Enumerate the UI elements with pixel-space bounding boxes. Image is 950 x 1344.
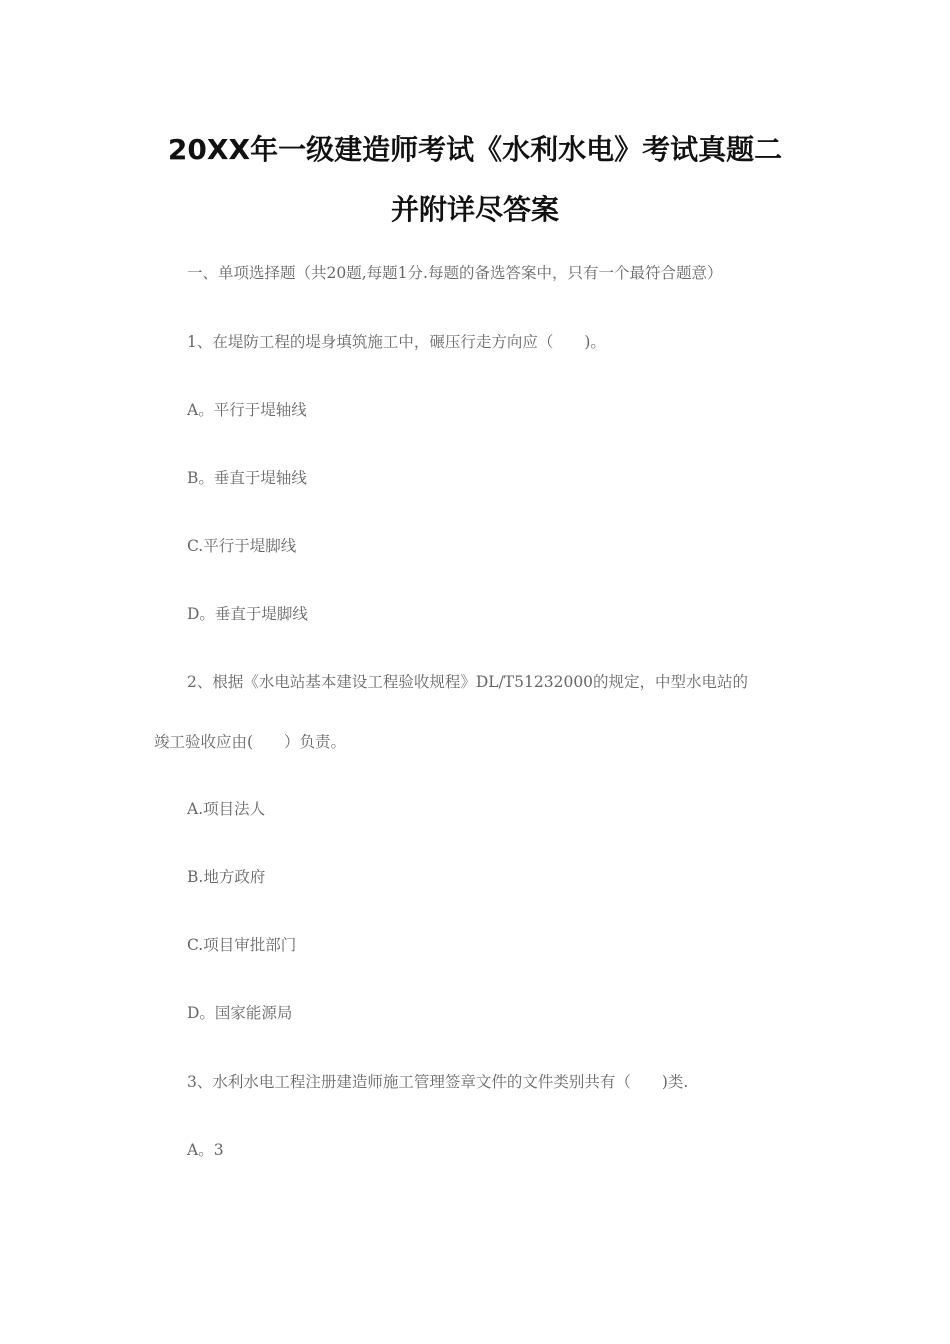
question-2-option-a: A.项目法人 xyxy=(187,800,266,818)
question-1-option-d: D。垂直于堤脚线 xyxy=(187,605,308,623)
question-2-option-c: C.项目审批部门 xyxy=(187,936,297,954)
document-title-line-1: 20XX年一级建造师考试《水利水电》考试真题二 xyxy=(167,133,783,166)
question-3-stem: 3、水利水电工程注册建造师施工管理签章文件的文件类别共有（ )类. xyxy=(187,1073,689,1091)
question-1-stem: 1、在堤防工程的堤身填筑施工中，碾压行走方向应（ )。 xyxy=(187,333,606,351)
question-2-stem-line-1: 2、根据《水电站基本建设工程验收规程》DL/T51232000的规定，中型水电站的 xyxy=(187,673,749,691)
question-2-option-b: B.地方政府 xyxy=(187,868,266,886)
document-title-line-2: 并附详尽答案 xyxy=(390,193,559,226)
question-1-option-b: B。垂直于堤轴线 xyxy=(187,469,307,487)
question-1-option-c: C.平行于堤脚线 xyxy=(187,537,297,555)
section-heading: 一、单项选择题（共20题,每题1分.每题的备选答案中，只有一个最符合题意） xyxy=(187,264,723,282)
question-2-stem-line-2: 竣工验收应由( ）负责。 xyxy=(154,733,347,751)
question-1-option-a: A。平行于堤轴线 xyxy=(187,401,307,419)
question-2-option-d: D。国家能源局 xyxy=(187,1004,293,1022)
question-3-option-a: A。3 xyxy=(187,1141,224,1159)
